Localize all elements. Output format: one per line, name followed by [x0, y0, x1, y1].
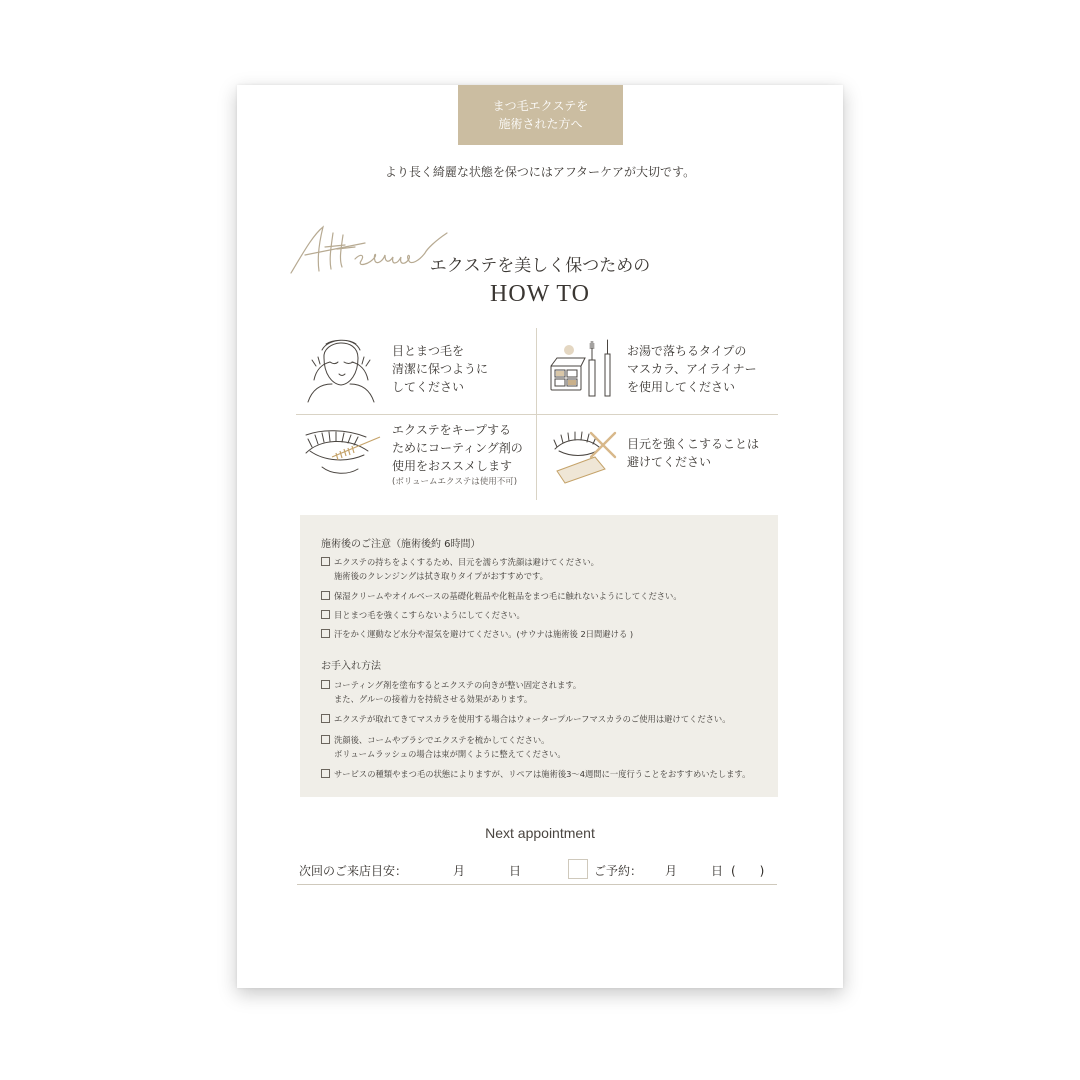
tip-line: ためにコーティング剤の: [392, 441, 523, 455]
appointment-underline: [297, 884, 777, 885]
care-item-2: [321, 712, 731, 726]
tip-line: 目元を強くこすることは: [627, 437, 760, 451]
after-item-4: [321, 627, 633, 641]
month-label-2: 月: [665, 864, 678, 878]
reservation-label: ご予約：: [594, 864, 643, 878]
tip-water-mascara: [537, 328, 778, 414]
item-text: 洗顔後、コームやブラシでエクステを梳かしてください。: [334, 735, 550, 745]
tip-line: 避けてください: [627, 455, 712, 469]
mascara-eyeliner-palette-icon: [547, 334, 621, 402]
appointment-row: [297, 857, 777, 885]
aftercare-card: [237, 85, 843, 988]
item-text-cont: また、グルーの接着力を持続させる効果があります。: [334, 694, 533, 704]
tip-no-rubbing: [537, 415, 778, 500]
day-label: 日: [509, 864, 522, 878]
banner-line-1: まつ毛エクステを: [492, 99, 589, 113]
item-text: コーティング剤を塗布するとエクステの向きが整い固定されます。: [334, 680, 582, 690]
checkbox-icon: [321, 680, 330, 689]
checkbox-icon: [321, 557, 330, 566]
face-washing-eyes-icon: [302, 330, 380, 404]
banner-line-2: 施術された方へ: [498, 117, 583, 131]
tip-line: を使用してください: [627, 380, 736, 394]
checkbox-icon: [321, 769, 330, 778]
reservation-checkbox[interactable]: [568, 859, 588, 879]
tip-line: 目とまつ毛を: [392, 344, 465, 358]
tip-line: エクステをキープする: [392, 423, 512, 437]
after-item-3: [321, 608, 525, 622]
care-item-4: [321, 767, 750, 781]
item-text: サービスの種類やまつ毛の状態によりますが、リペアは施術後3〜4週間に一度行うことをおすすめいたします。: [334, 769, 751, 779]
after-item-1: [321, 555, 599, 583]
tip-coating-note: (ボリュームエクステは使用不可): [392, 477, 518, 487]
tip-coating: [296, 415, 536, 500]
care-item-3: [321, 733, 566, 761]
checkbox-icon: [321, 735, 330, 744]
tip-clean-eyes-text: [392, 342, 488, 396]
item-text: エクステが取れてきてマスカラを使用する場合はウォータープルーフマスカラのご使用は避けてください。: [334, 714, 731, 724]
tip-line: してください: [392, 380, 465, 394]
tip-clean-eyes: [296, 328, 536, 414]
tips-grid: [296, 328, 778, 500]
eyelash-coating-brush-icon: [302, 427, 384, 483]
next-appointment-heading: Next appointment: [485, 825, 595, 841]
item-text: 保湿クリームやオイルベースの基礎化粧品や化粧品をまつ毛に触れないようにしてください。: [334, 591, 682, 601]
item-text-cont: ボリュームラッシュの場合は束が開くように整えてください。: [334, 749, 566, 759]
checkbox-icon: [321, 629, 330, 638]
checkbox-icon: [321, 714, 330, 723]
item-text: エクステの持ちをよくするため、目元を濡らす洗顔は避けてください。: [334, 557, 599, 567]
tip-line: 清潔に保つように: [392, 362, 489, 376]
howto-subtitle: エクステを美しく保つための: [429, 256, 651, 276]
item-text: 汗をかく運動など水分や湿気を避けてください。(サウナは施術後 2日間避ける ): [334, 629, 634, 639]
day-label-2: 日: [711, 864, 724, 878]
tip-line: マスカラ、アイライナー: [627, 362, 757, 376]
checkbox-icon: [321, 610, 330, 619]
month-label: 月: [453, 864, 466, 878]
tip-no-rubbing-text: [627, 435, 759, 471]
header-banner: [458, 85, 623, 145]
notes-panel: [300, 515, 778, 797]
tip-coating-text: [392, 421, 523, 489]
tip-line: 使用をおススメします: [392, 459, 513, 473]
after-item-2: [321, 589, 682, 603]
next-visit-label: 次回のご来店目安：: [299, 864, 408, 878]
intro-text: より長く綺麗な状態を保つにはアフターケアが大切です。: [384, 165, 696, 179]
howto-title: HOW TO: [489, 281, 590, 307]
care-method-heading: お手入れ方法: [321, 661, 381, 672]
item-text: 目とまつ毛を強くこすらないようにしてください。: [334, 610, 525, 620]
care-item-1: [321, 678, 581, 706]
checkbox-icon: [321, 591, 330, 600]
no-rubbing-eyes-icon: [551, 427, 623, 487]
weekday-paren: ( ): [731, 864, 765, 878]
item-text-cont: 施術後のクレンジングは拭き取りタイプがおすすめです。: [334, 571, 548, 581]
tip-water-mascara-text: [627, 342, 757, 396]
after-care-heading: 施術後のご注意（施術後約 6時間）: [321, 539, 481, 550]
tip-line: お湯で落ちるタイプの: [627, 344, 747, 358]
